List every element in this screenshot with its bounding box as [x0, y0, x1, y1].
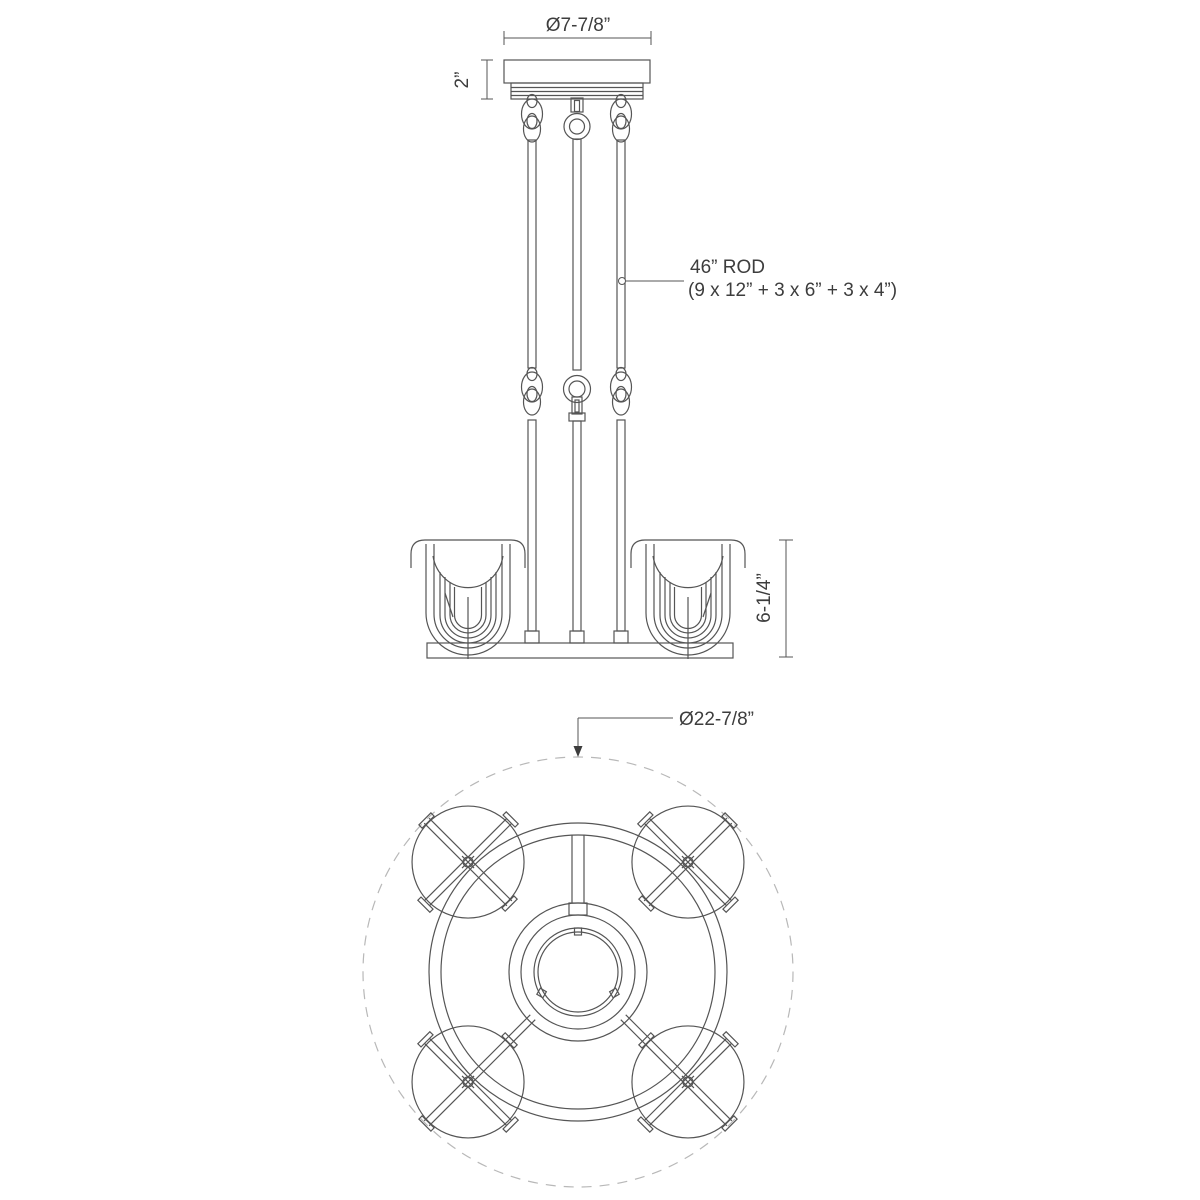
rod-center-upper: [573, 139, 581, 370]
rod-foot-center: [570, 631, 584, 643]
center-hub: [509, 903, 647, 1041]
overall-diameter-dashed-circle: [363, 757, 793, 1187]
spoke-southwest: [512, 1020, 535, 1043]
rod-right-lower: [617, 420, 625, 631]
shade-right: [631, 540, 745, 659]
rod-center-lower: [573, 421, 581, 631]
canopy-diameter-label: Ø7-7/8”: [545, 15, 611, 36]
chain-link-center: [564, 376, 591, 422]
arrowhead: [574, 746, 583, 757]
rod-note: [619, 257, 898, 301]
shade-height-dimension: [754, 540, 793, 657]
top-chain-links: [522, 95, 632, 143]
fixture-diameter-dimension: [574, 709, 754, 757]
rod-note-line1: 46” ROD: [690, 257, 765, 278]
canopy-diameter-dimension: [504, 15, 651, 45]
chain-link-left: [522, 95, 543, 143]
shade-height-label: 6-1/4”: [754, 573, 775, 623]
leader-marker: [619, 278, 626, 285]
canopy-height-dimension: [452, 60, 493, 99]
plan-shade-sw: [381, 973, 577, 1169]
chain-link-right: [611, 95, 632, 143]
rod-left-upper: [528, 140, 536, 368]
bottom-view: [363, 709, 793, 1187]
rod-note-line2: (9 x 12” + 3 x 6” + 3 x 4”): [688, 280, 898, 301]
middle-chain-links: [522, 368, 632, 422]
rod-left-lower: [528, 420, 536, 631]
canopy-height-label: 2”: [452, 71, 473, 89]
spoke-north: [569, 835, 587, 915]
chain-link-center: [564, 98, 590, 140]
fixture-diameter-label: Ø22-7/8”: [679, 709, 754, 730]
chain-link-left: [522, 368, 543, 416]
plan-shade-se: [579, 973, 775, 1169]
front-view: [411, 15, 897, 659]
spoke-southeast: [621, 1020, 644, 1043]
rod-right-upper: [617, 140, 625, 368]
shade-left: [411, 540, 525, 659]
spoke-southeast: [626, 1015, 649, 1038]
frame-bar: [427, 631, 733, 658]
spoke-southwest: [507, 1015, 530, 1038]
rod-foot-right: [614, 631, 628, 643]
rod-foot-left: [525, 631, 539, 643]
canopy: [504, 60, 650, 99]
chain-link-right: [611, 368, 632, 416]
